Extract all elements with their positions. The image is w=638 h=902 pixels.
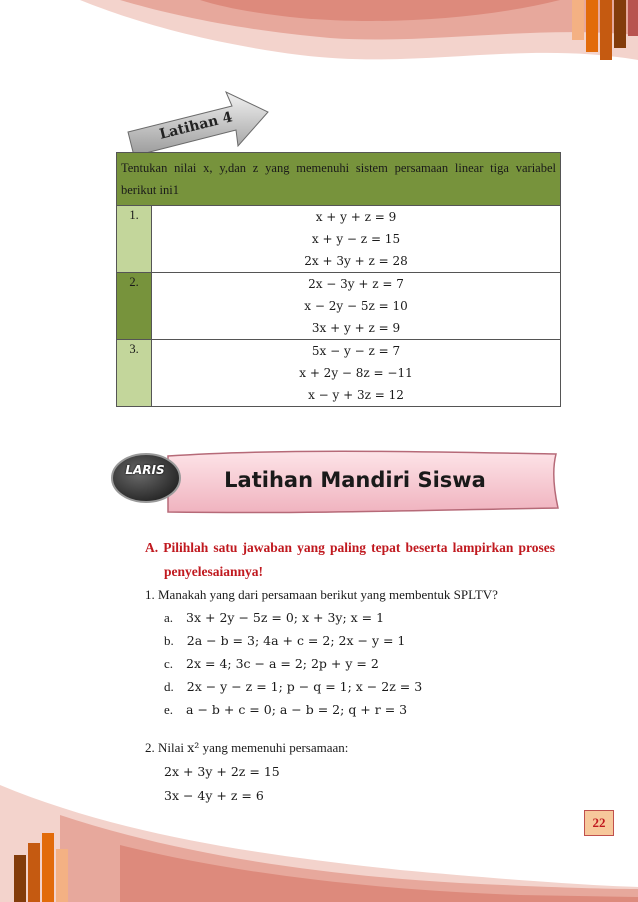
table-instruction: Tentukan nilai x, y,dan z yang memenuhi sistem persamaan linear tiga variabel berikut ini1 xyxy=(117,153,561,206)
section-a-heading-cont: penyelesaiannya! xyxy=(164,564,264,579)
q2-equation-1: 2x + 3y + 2z = 15 xyxy=(164,764,280,779)
row-number: 1. xyxy=(117,206,152,273)
question-2: 2. Nilai x² yang memenuhi persamaan: xyxy=(145,740,349,755)
question-1: 1. Manakah yang dari persamaan berikut yang membentuk SPLTV? xyxy=(145,587,498,602)
laris-badge: LARIS xyxy=(125,463,165,477)
exercise-table xyxy=(116,152,561,407)
table-row xyxy=(117,273,561,340)
equation: 2x + 3y + z = 28 xyxy=(304,254,408,268)
option-e: e. a − b + c = 0; a − b = 2; q + r = 3 xyxy=(164,702,408,717)
equation: 2x − 3y + z = 7 xyxy=(308,277,404,291)
option-a: a. 3x + 2y − 5z = 0; x + 3y; x = 1 xyxy=(164,610,385,625)
banner-title: Latihan Mandiri Siswa xyxy=(224,468,486,492)
table-row xyxy=(117,340,561,407)
top-decoration xyxy=(0,0,638,110)
equation: x − y + 3z = 12 xyxy=(308,388,404,402)
row-number: 3. xyxy=(117,340,152,407)
option-d: d. 2x − y − z = 1; p − q = 1; x − 2z = 3 xyxy=(164,679,423,694)
table-row xyxy=(117,206,561,273)
equation: x + y − z = 15 xyxy=(311,232,401,246)
bottom-decoration xyxy=(0,775,638,902)
option-c: c. 2x = 4; 3c − a = 2; 2p + y = 2 xyxy=(164,656,379,671)
page-number: 22 xyxy=(584,810,614,836)
equation: 3x + y + z = 9 xyxy=(311,321,401,335)
equation-cell xyxy=(152,340,561,407)
section-a-heading: A. Pilihlah satu jawaban yang paling tepat beserta lampirkan proses xyxy=(145,540,555,555)
equation: x + 2y − 8z = −11 xyxy=(299,366,413,380)
row-number: 2. xyxy=(117,273,152,340)
equation-cell xyxy=(152,273,561,340)
equation-cell xyxy=(152,206,561,273)
latihan-label: Latihan 4 xyxy=(157,109,235,143)
equation: x − 2y − 5z = 10 xyxy=(304,299,408,313)
option-b: b. 2a − b = 3; 4a + c = 2; 2x − y = 1 xyxy=(164,633,406,648)
equation: x + y + z = 9 xyxy=(315,210,397,224)
q2-equation-2: 3x − 4y + z = 6 xyxy=(164,788,264,803)
equation: 5x − y − z = 7 xyxy=(311,344,401,358)
